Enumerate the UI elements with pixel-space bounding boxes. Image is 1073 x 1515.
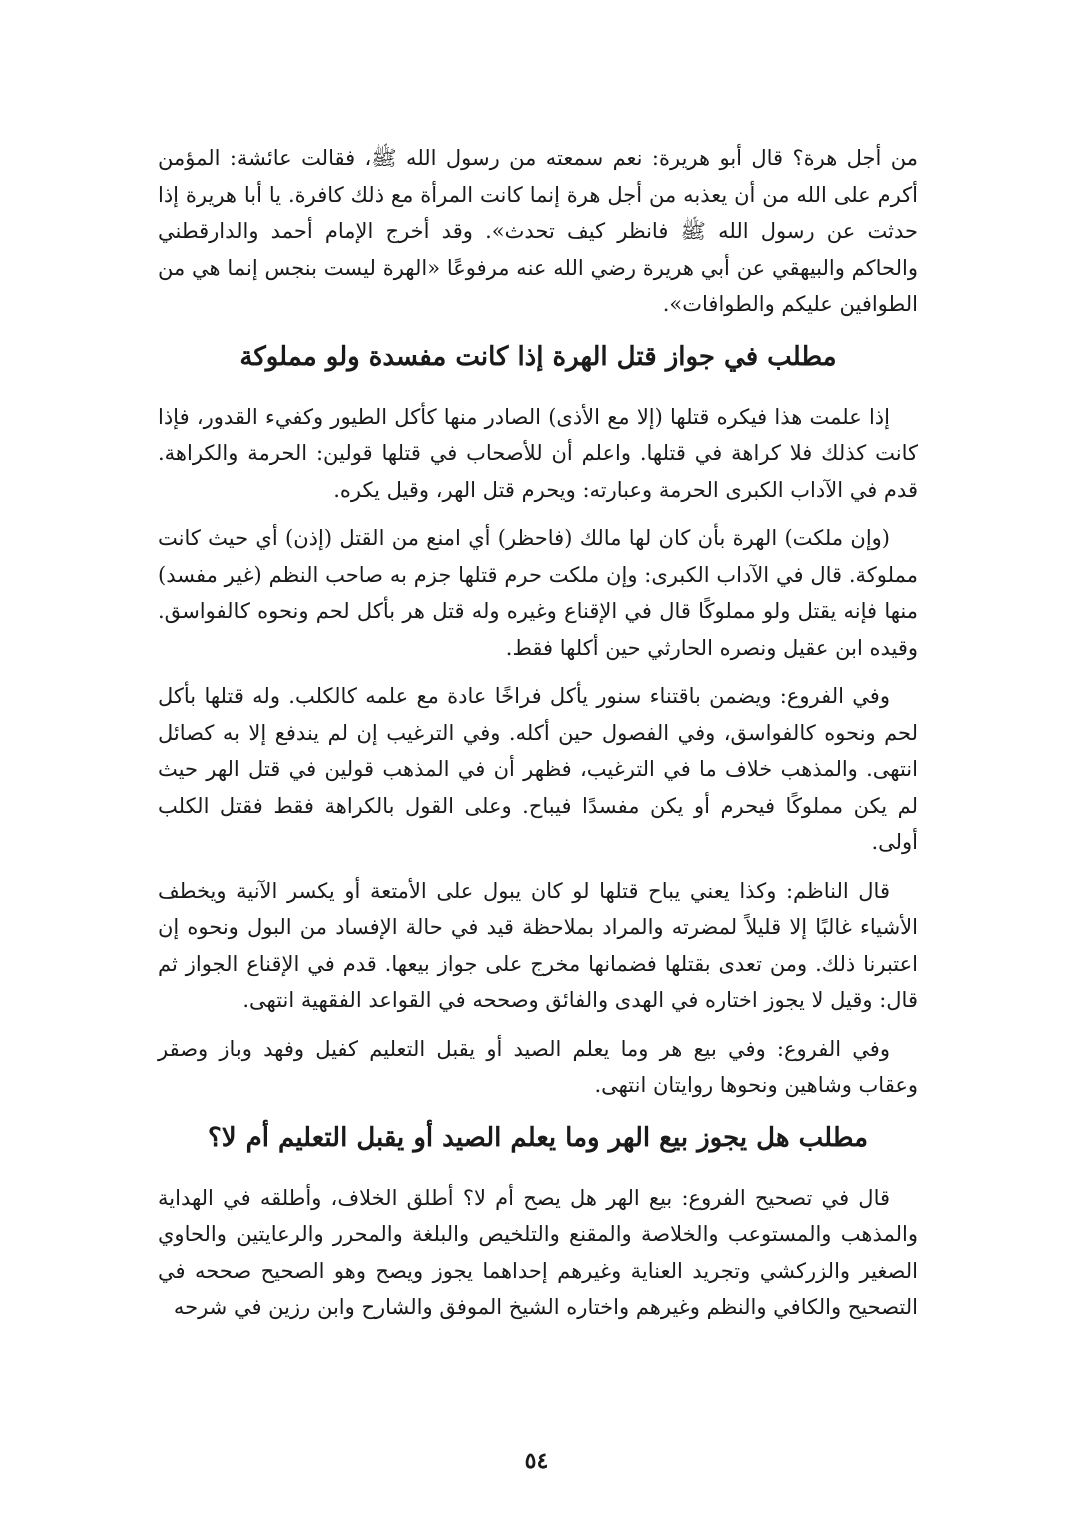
paragraph-hadith-continuation: من أجل هرة؟ قال أبو هريرة: نعم سمعته من رسول الله ﷺ، فقالت عائشة: المؤمن أكرم على الله من أن يعذبه من أجل هرة إنما كانت المرأة مع ذلك كافرة. يا أبا هريرة إذا حدثت عن رسول الله ﷺ فانظر كيف تحدث». وقد أخرج الإمام أحمد والدارقطني والحاكم والبيهقي عن أبي هريرة رضي الله عنه مرفوعًا «الهرة ليست بنجس إنما هي من الطوافين عليكم والطوافات». [158, 146, 918, 316]
paragraph-tashih-furu: قال في تصحيح الفروع: بيع الهر هل يصح أم لا؟ أطلق الخلاف، وأطلقه في الهداية والمذهب والمستوعب والخلاصة والمقنع والتلخيص والبلغة والمحرر والرعايتين والحاوي الصغير والزركشي وتجريد العناية وغيرهم إحداهما يجوز ويصح وهو الصحيح صححه في التصحيح والكافي والنظم وغيرهم واختاره الشيخ الموفق والشارح وابن رزين في شرحه [158, 1185, 918, 1319]
section-heading-selling-cat: مطلب هل يجوز بيع الهر وما يعلم الصيد أو يقبل التعليم أم لا؟ [207, 1122, 869, 1153]
section-heading-killing-cat: مطلب في جواز قتل الهرة إذا كانت مفسدة ولو مملوكة [239, 341, 837, 372]
paragraph-furu-sale: وفي الفروع: وفي بيع هر وما يعلم الصيد أو يقبل التعليم كفيل وفهد وباز وصقر وعقاب وشاهين ونحوها روايتان انتهى. [158, 1036, 918, 1097]
paragraph-furu: وفي الفروع: ويضمن باقتناء سنور يأكل فراخًا عادة مع علمه كالكلب. وله قتلها بأكل لحم ونحوه كالفواسق، وفي الفصول حين أكله. وفي الترغيب إن لم يندفع إلا به كصائل انتهى. والمذهب خلاف ما في الترغيب، فظهر أن في المذهب قولين في قتل الهر حيث لم يكن مملوكًا فيحرم أو يكن مفسدًا فيباح. وعلى القول بالكراهة فقط فقتل الكلب أولى. [158, 684, 918, 854]
paragraph-ruling-killing: إذا علمت هذا فيكره قتلها (إلا مع الأذى) الصادر منها كأكل الطيور وكفيء القدور، فإذا كانت كذلك فلا كراهة في قتلها. واعلم أن للأصحاب في قتلها قولين: الحرمة والكراهة. قدم في الآداب الكبرى الحرمة وعبارته: ويحرم قتل الهر، وقيل يكره. [158, 404, 918, 502]
paragraph-nazim: قال الناظم: وكذا يعني يباح قتلها لو كان يبول على الأمتعة أو يكسر الآنية ويخطف الأشياء غالبًا إلا قليلاً لمضرته والمراد بملاحظة قيد في حالة الإفساد من البول ونحوه إن اعتبرنا ذلك. ومن تعدى بقتلها فضمانها مخرج على جواز بيعها. قدم في الإقناع الجواز ثم قال: وقيل لا يجوز اختاره في الهدى والفائق وصححه في القواعد الفقهية انتهى. [158, 878, 918, 1012]
page-number: ٥٤ [524, 1448, 549, 1474]
page-body [158, 140, 918, 1338]
paragraph-owned-cat: (وإن ملكت) الهرة بأن كان لها مالك (فاحظر) أي امنع من القتل (إذن) أي حيث كانت مملوكة. قال في الآداب الكبرى: وإن ملكت حرم قتلها جزم به صاحب النظم (غير مفسد) منها فإنه يقتل ولو مملوكًا قال في الإقناع وغيره وله قتل هر بأكل لحم ونحوه كالفواسق. وقيده ابن عقيل ونصره الحارثي حين أكلها فقط. [158, 526, 918, 660]
